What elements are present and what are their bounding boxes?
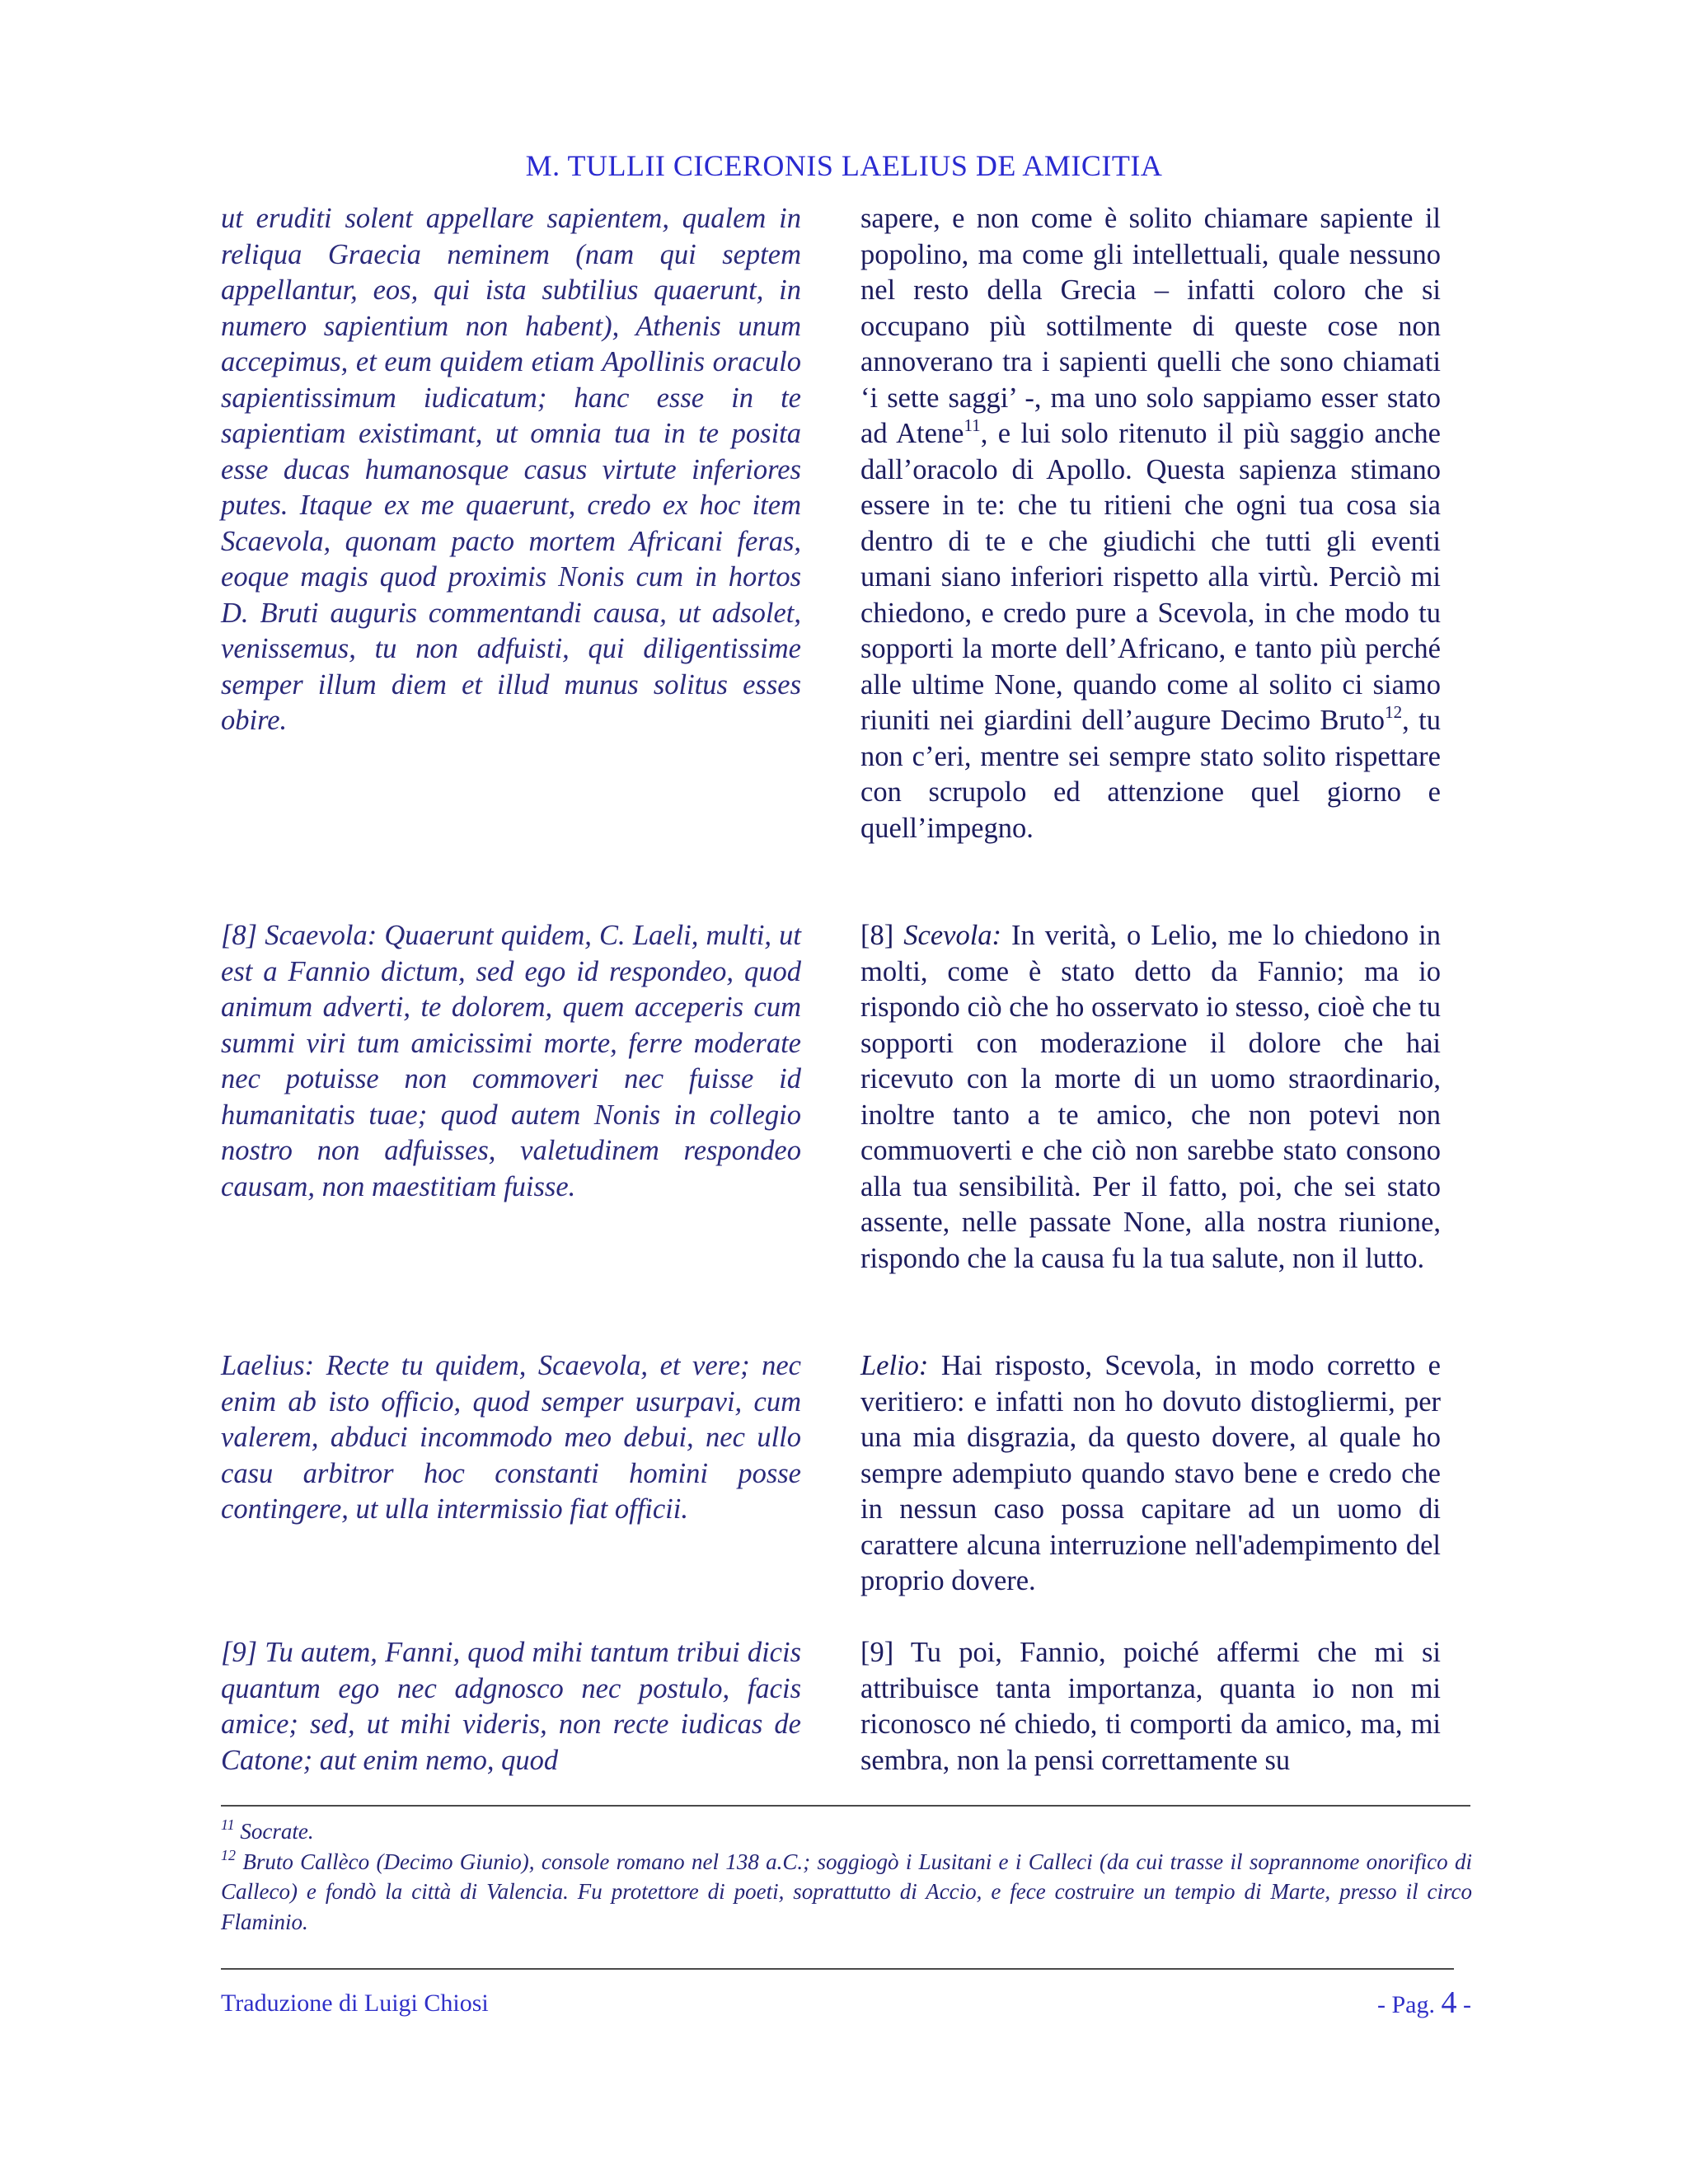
italian-text-2: In verità, o Lelio, me lo chiedono in molti, come è stato detto da Fannio; ma io rispondo ciò che ho osservato io stesso, cioè che tu sopporti con moderazione il dolore che hai ricevuto con la morte di un uomo straordinario, inoltre tanto a te amico, che non potevi non commuoverti e che ciò non sarebbe stato consono alla tua sensibilità. Per il fatto, poi, che sei stato assente, nelle passate None, alla nostra riunione, rispondo che la causa fu la tua salute, non il lutto. xyxy=(860,920,1441,1274)
text-row-3 xyxy=(221,1348,1441,1635)
footnote-text-12: Bruto Callèco (Decimo Giunio), console romano nel 138 a.C.; soggiogò i Lusitani e i Calleci (da cui trasse il soprannome onorifico di Calleco) e fondò la città di Valencia. Fu protettore di poeti, soprattutto di Accio, e fece costruire un tempio di Marte, presso il circo Flaminio. xyxy=(221,1849,1472,1934)
text-row-2 xyxy=(221,918,1441,1348)
footnote-11 xyxy=(221,1816,1472,1847)
parallel-text xyxy=(221,201,1441,1779)
footer-separator xyxy=(221,1968,1454,1970)
footnote-ref-12: 12 xyxy=(1385,702,1403,722)
italian-paragraph-2 xyxy=(860,918,1441,1348)
latin-paragraph-1: ut eruditi solent appellare sapientem, qualem in reliqua Graecia neminem (nam qui septem appellantur, eos, qui ista subtilius quaerunt, in numero sapientium non habent), Athenis unum accepimus, et eum quidem etiam Apollinis oraculo sapientissimum iudicatum; hanc esse in te sapientiam existimant, ut omnia tua in te posita esse ducas humanosque casus virtute inferiores putes. Itaque ex me quaerunt, credo ex hoc item Scaevola, quonam pacto mortem Africani feras, eoque magis quod proximis Nonis cum in hortos D. Bruti auguris commentandi causa, ut adsolet, venissemus, tu non adfuisti, qui diligentissime semper illum diem et illud munus solitus esses obire. xyxy=(221,203,801,736)
text-row-1 xyxy=(221,201,1441,918)
page-number xyxy=(1377,1985,1471,2021)
italian-text-1a: sapere, e non come è solito chiamare sapiente il popolino, ma come gli intellettuali, quale nessuno nel resto della Grecia – infatti coloro che si occupano più sottilmente di queste cose non annoverano tra i sapienti quelli che sono chiamati ‘i sette saggi’ -, ma uno solo sappiamo esser stato ad Atene xyxy=(860,203,1441,449)
italian-paragraph-4: [9] Tu poi, Fannio, poiché affermi che mi si attribuisce tanta importanza, quanta io non mi riconosco né chiedo, ti comporti da amico, ma, mi sembra, non la pensi correttamente su xyxy=(860,1637,1441,1776)
footnotes xyxy=(221,1816,1472,1937)
footnote-text-11: Socrate. xyxy=(234,1819,314,1844)
latin-paragraph-3: Laelius: Recte tu quidem, Scaevola, et vere; nec enim ab isto officio, quod semper usurpavi, cum valerem, abduci incommodo meo debui, nec ullo casu arbitror hoc constanti homini posse contingere, ut ulla intermissio fiat officii. xyxy=(221,1350,801,1525)
italian-text-1b: , e lui solo ritenuto il più saggio anche dall’oracolo di Apollo. Questa sapienza stimano essere in te: che tu ritieni che ogni tua cosa sia dentro di te e che giudichi che tutti gli eventi umani siano inferiori rispetto alla virtù. Perciò mi chiedono, e credo pure a Scevola, in che modo tu sopporti la morte dell’Africano, e tanto più perché alle ultime None, quando come al solito ci siamo riuniti nei giardini dell’augure Decimo Bruto xyxy=(860,418,1441,736)
page-title: M. TULLII CICERONIS LAELIUS DE AMICITIA xyxy=(525,149,1163,182)
translator-credit: Traduzione di Luigi Chiosi xyxy=(221,1990,489,2017)
italian-text-3: Hai risposto, Scevola, in modo corretto e veritiero: e infatti non ho dovuto distogliermi, per una mia disgrazia, da questo dovere, al quale ho sempre adempiuto quando stavo bene e credo che in nessun caso possa capitare ad un uomo di carattere alcuna interruzione nell'adempimento del proprio dovere. xyxy=(860,1350,1441,1596)
page-prefix: - Pag. xyxy=(1377,1991,1442,2018)
footnote-number-12: 12 xyxy=(221,1846,236,1863)
footnote-number-11: 11 xyxy=(221,1816,235,1833)
italian-paragraph-1 xyxy=(860,201,1441,918)
page-suffix: - xyxy=(1456,1991,1471,2018)
italian-text-1c: , tu non c’eri, mentre sei sempre stato solito rispettare con scrupolo ed attenzione quel giorno e quell’impegno. xyxy=(860,705,1441,844)
italian-paragraph-3 xyxy=(860,1348,1441,1635)
footnote-separator xyxy=(221,1805,1470,1807)
italian-prefix-2: [8] xyxy=(860,920,904,951)
text-row-4 xyxy=(221,1635,1441,1779)
latin-paragraph-2: [8] Scaevola: Quaerunt quidem, C. Laeli, multi, ut est a Fannio dictum, sed ego id respondeo, quod animum adverti, te dolorem, quem acceperis cum summi viri tum amicissimi morte, ferre moderate nec potuisse non commoveri nec fuisse id humanitatis tuae; quod autem Nonis in collegio nostro non adfuisses, valetudinem respondeo causam, non maestitiam fuisse. xyxy=(221,920,801,1202)
footnote-ref-11: 11 xyxy=(964,415,981,435)
speaker-scevola: Scevola: xyxy=(903,920,1002,951)
latin-paragraph-4: [9] Tu autem, Fanni, quod mihi tantum tribui dicis quantum ego nec adgnosco nec postulo, facis amice; sed, ut mihi videris, non recte iudicas de Catone; aut enim nemo, quod xyxy=(221,1637,801,1776)
page-number-value: 4 xyxy=(1441,1985,1457,2020)
speaker-lelio: Lelio: xyxy=(860,1350,929,1381)
footnote-12 xyxy=(221,1847,1472,1938)
